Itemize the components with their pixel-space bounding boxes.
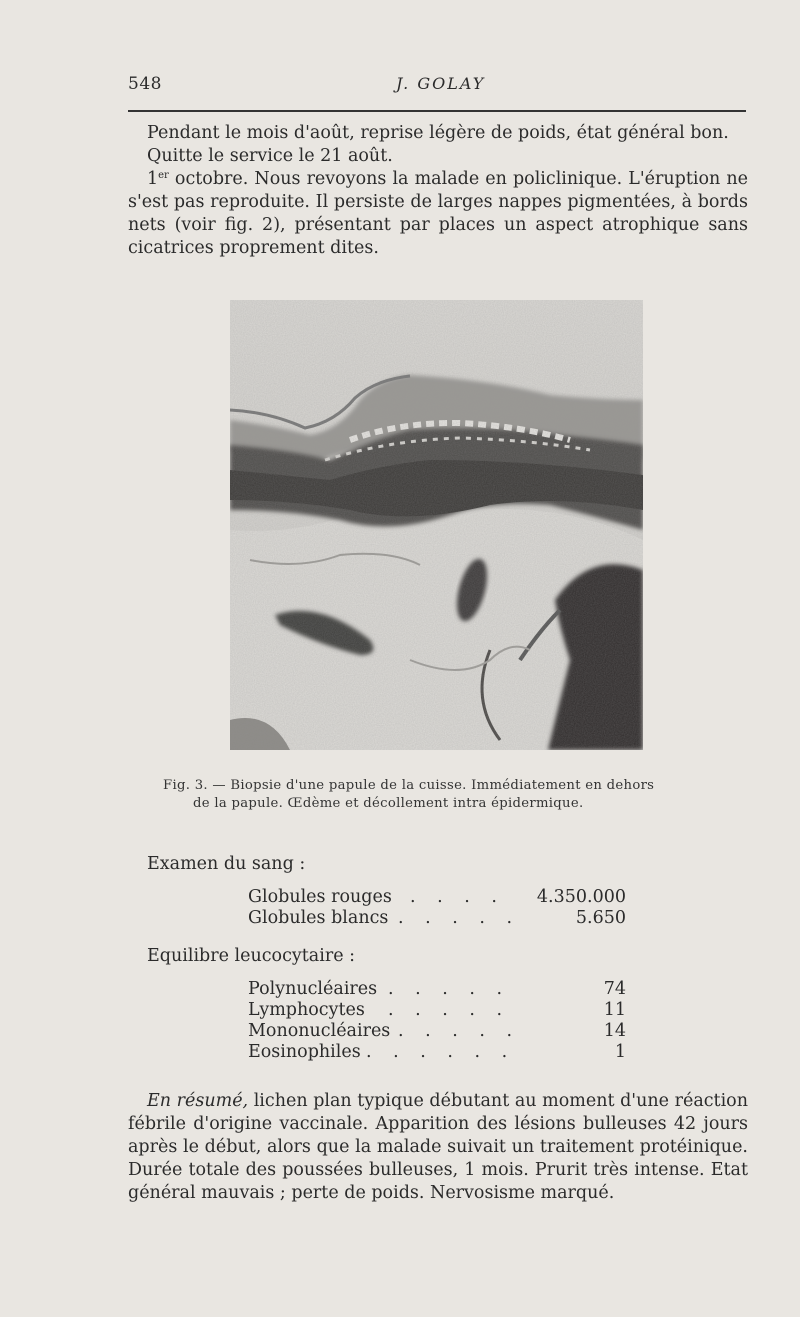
page-header [128, 74, 746, 100]
leuco-heading: Equilibre leucocytaire : [147, 946, 356, 966]
row-leader-dots: . . . . . [388, 1000, 511, 1020]
row-value-polynucleaires: 74 [603, 979, 626, 999]
row-value-globules-blancs: 5.650 [575, 908, 626, 928]
row-value-globules-rouges: 4.350.000 [536, 887, 626, 907]
row-label-globules-rouges: Globules rouges [248, 887, 392, 907]
blood-exam-heading: Examen du sang : [147, 854, 306, 874]
row-leader-dots: . . . . . [398, 1021, 521, 1041]
figure-caption-line-2: de la papule. Œdème et décollement intra épidermique. [193, 796, 584, 811]
histology-photograph [230, 300, 643, 750]
row-label-mononucleaires: Mononucléaires [248, 1021, 391, 1041]
row-label-lymphocytes: Lymphocytes [248, 1000, 365, 1020]
row-leader-dots: . . . . . [398, 908, 521, 928]
paragraph-1 [128, 122, 748, 168]
row-label-polynucleaires: Polynucléaires [248, 979, 378, 999]
row-leader-dots: . . . . [410, 887, 505, 907]
ordinal-suffix: er [158, 170, 169, 181]
header-rule [128, 110, 746, 112]
figure-caption-line-1: Fig. 3. — Biopsie d'une papule de la cuisse. Immédiatement en dehors [163, 778, 655, 793]
paragraph-1-line-2: Quitte le service le 21 août. [147, 146, 393, 166]
paragraph-2-text: octobre. Nous revoyons la malade en policlinique. L'éruption ne s'est pas reproduite. Il persiste de larges nappes pigmentées, à bords nets (voir fig. 2), présentant par places un aspect atrophique sans cicatrices proprement dites. [128, 169, 748, 258]
running-head: J. GOLAY [396, 74, 486, 93]
page-number: 548 [128, 74, 162, 94]
row-value-mononucleaires: 14 [603, 1021, 626, 1041]
summary-lead: En résumé, [147, 1091, 249, 1111]
histology-image [230, 300, 643, 750]
row-value-lymphocytes: 11 [603, 1000, 626, 1020]
paragraph-2 [128, 168, 748, 260]
row-leader-dots: . . . . . . [366, 1042, 516, 1062]
row-value-eosinophiles: 1 [614, 1042, 626, 1062]
summary-text: lichen plan typique débutant au moment d'une réaction fébrile d'origine vaccinale. Apparition des lésions bulleuses 42 jours après le début, alors que la malade suivait un traitement protéinique. Durée totale des poussées bulleuses, 1 mois. Prurit très intense. Etat général mauvais ; perte de poids. Nervosisme marqué. [128, 1091, 748, 1203]
row-label-eosinophiles: Eosinophiles [248, 1042, 361, 1062]
ordinal-number: 1 [147, 169, 159, 189]
paragraph-1-line-1: Pendant le mois d'août, reprise légère de poids, état général bon. [147, 123, 729, 143]
summary-paragraph [128, 1090, 748, 1205]
row-leader-dots: . . . . . [388, 979, 511, 999]
row-label-globules-blancs: Globules blancs [248, 908, 389, 928]
